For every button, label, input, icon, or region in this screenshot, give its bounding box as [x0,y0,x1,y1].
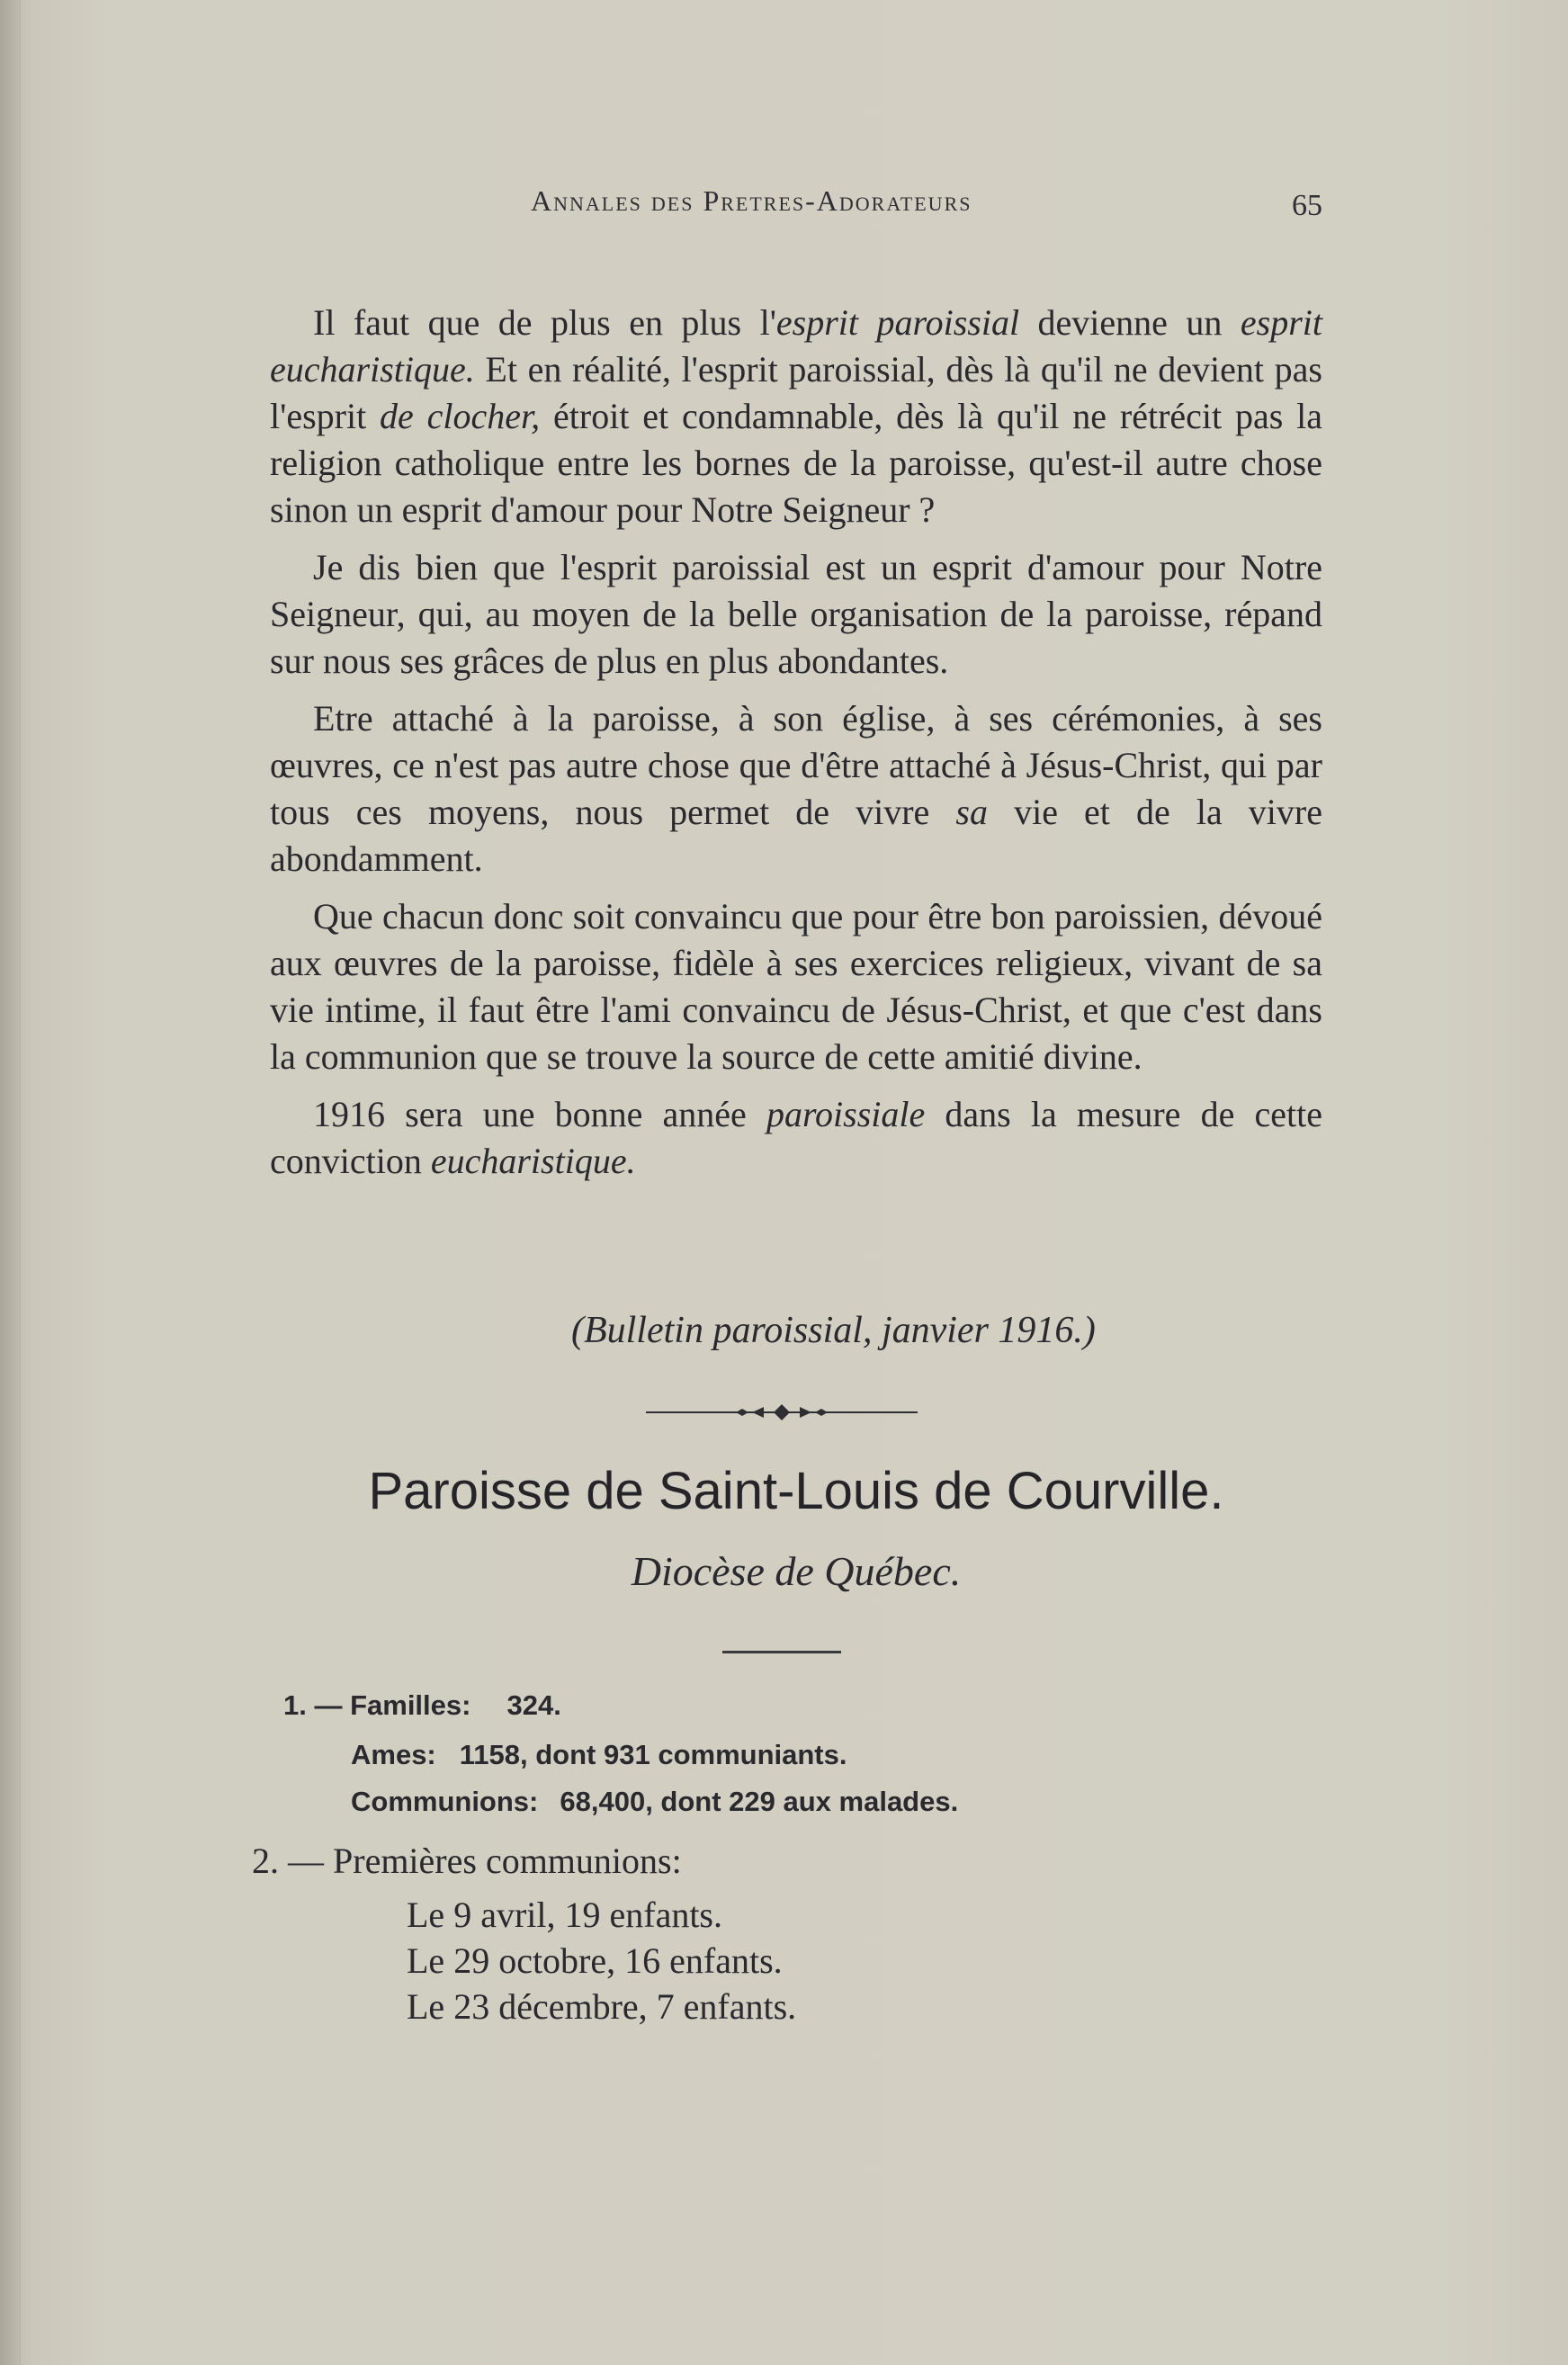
section-rule [722,1651,841,1653]
paragraph [270,300,1322,533]
page-number: 65 [1292,189,1322,222]
paragraph [270,695,1322,882]
section-title: Paroisse de Saint-Louis de Courville. [368,1462,1224,1520]
list-item: Le 23 décembre, 7 enfants. [407,1986,797,2027]
text-run: Que chacun donc soit convaincu que pour être bon paroissien, dévoué aux œuvres de la paroisse, fidèle à ses exercices religieux, vivant de sa vie intime, il faut être l'ami convaincu de Jésus-Christ, et que c'est dans la communion que se trouve la source de cette amitié divine. [270,896,1322,1077]
premieres-communions-heading: 2. — Premières communions: [252,1841,682,1881]
italic-run: esprit paroissial [775,302,1020,343]
page-binding-edge [0,0,21,2365]
text-run: Etre attaché à la paroisse, à son église, à ses cérémonies, à ses œuvres, ce n'est pas autre chose que d'être attaché à Jésus-Christ, qui par tous ces moyens, nous permet de vivre [270,698,1322,832]
text-run: vie et de la vivre abondamment. [270,792,1322,879]
paragraph [270,893,1322,1080]
stat-familles [283,1689,561,1722]
section-subtitle: Diocèse de Québec. [631,1548,962,1594]
stat-familles-value: 324. [506,1689,561,1721]
italic-run: eucharistique. [430,1141,636,1181]
stat-communions-value: 68,400, dont 229 aux malades. [560,1786,959,1817]
stat-communions-label: Communions: [351,1786,539,1817]
text-run: Et en réalité, l'esprit paroissial, dès là qu'il ne devient pas l'esprit [270,349,1322,436]
paragraph [270,544,1322,685]
list-item: Le 9 avril, 19 enfants. [407,1895,722,1935]
text-run: dans la mesure de cette conviction [270,1094,1322,1181]
text-run: étroit et condamnable, dès là qu'il ne rétrécit pas la religion catholique entre les bornes de la paroisse, qu'est-il autre chose sinon un esprit d'amour pour Notre Seigneur ? [270,396,1323,530]
italic-run: de clocher, [380,396,541,436]
stat-ames-label: Ames: [351,1739,436,1770]
italic-run: esprit eucharistique. [270,302,1323,390]
stat-familles-label: 1. — Familles: [283,1689,471,1721]
source-citation: (Bulletin paroissial, janvier 1916.) [571,1310,1096,1351]
text-run: devienne un [1019,302,1241,343]
running-header-title: Annales des Pretres-Adorateurs [531,184,972,217]
paragraph [270,1091,1322,1185]
text-run: 1916 sera une bonne année [313,1094,766,1134]
article-body [270,300,1322,1196]
stat-ames-value: 1158, dont 931 communiants. [459,1739,847,1770]
text-run: Il faut que de plus en plus l' [313,302,776,343]
stat-communions [351,1786,958,1818]
list-item: Le 29 octobre, 16 enfants. [407,1940,783,1981]
italic-run: sa [955,792,988,832]
text-run: Je dis bien que l'esprit paroissial est un esprit d'amour pour Notre Seigneur, qui, au moyen de la belle organisation de la paroisse, répand sur nous ses grâces de plus en plus abondantes. [270,547,1322,681]
italic-run: paroissiale [766,1094,926,1134]
stat-ames [351,1739,847,1771]
ornament-divider-icon [646,1399,918,1426]
